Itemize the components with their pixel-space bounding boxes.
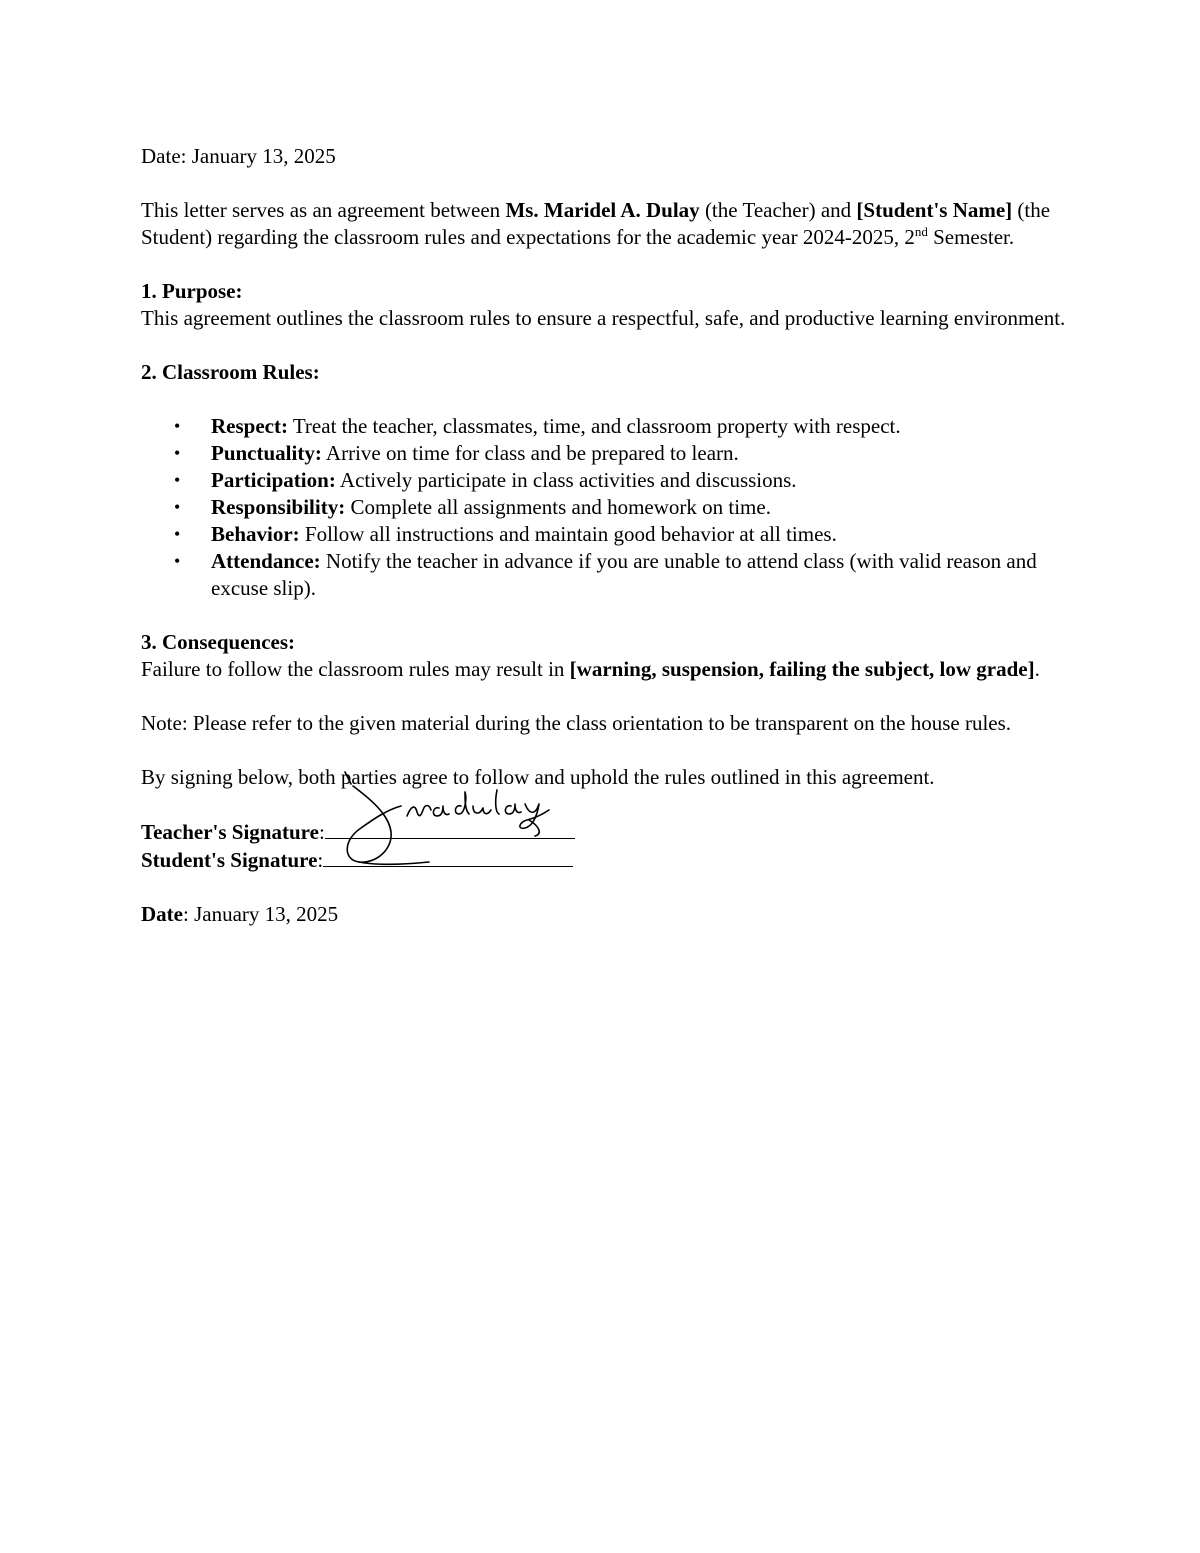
rule-item-attendance bbox=[141, 548, 1066, 602]
date-value: January 13, 2025 bbox=[191, 144, 336, 168]
rule-item-behavior bbox=[141, 521, 1066, 548]
rule-text: Treat the teacher, classmates, time, and classroom property with respect. bbox=[287, 414, 901, 438]
rule-label: Participation: bbox=[211, 468, 336, 492]
closing-date-value: January 13, 2025 bbox=[194, 902, 339, 926]
rule-label: Responsibility: bbox=[211, 495, 346, 519]
bullet-icon: • bbox=[174, 524, 181, 544]
teacher-signature-label: Teacher's Signature bbox=[141, 820, 319, 844]
rule-label: Respect: bbox=[211, 414, 288, 438]
rule-item-respect bbox=[141, 413, 1066, 440]
ordinal-suffix: nd bbox=[914, 224, 928, 239]
consequences-list: [warning, suspension, failing the subject, low grade] bbox=[569, 657, 1035, 681]
agreement-text: By signing below, both parties agree to follow and uphold the rules outlined in this agreement. bbox=[141, 765, 935, 789]
bullet-icon: • bbox=[174, 551, 181, 571]
bullet-icon: • bbox=[174, 470, 181, 490]
rule-text: Complete all assignments and homework on time. bbox=[345, 495, 771, 519]
rule-item-responsibility bbox=[141, 494, 1066, 521]
purpose-heading: 1. Purpose: bbox=[141, 279, 243, 303]
rule-text: Notify the teacher in advance if you are unable to attend class (with valid reason and excuse slip). bbox=[211, 549, 1037, 600]
date-line bbox=[141, 143, 1066, 170]
rule-text: Follow all instructions and maintain good behavior at all times. bbox=[299, 522, 837, 546]
closing-date-line bbox=[141, 901, 1066, 928]
letter-page bbox=[141, 143, 1066, 928]
colon: : bbox=[317, 848, 324, 872]
colon: : bbox=[318, 820, 325, 844]
rules-list bbox=[141, 413, 1066, 602]
note-text: Note: Please refer to the given material during the class orientation to be transparent on the house rules. bbox=[141, 711, 1012, 735]
purpose-text: This agreement outlines the classroom rules to ensure a respectful, safe, and productive learning environment. bbox=[141, 306, 1066, 330]
rule-text: Arrive on time for class and be prepared to learn. bbox=[321, 441, 739, 465]
consequences-text-body: Failure to follow the classroom rules may result in bbox=[141, 657, 570, 681]
rule-label: Attendance: bbox=[211, 549, 321, 573]
teacher-name: Ms. Maridel A. Dulay bbox=[505, 198, 700, 222]
student-signature-label: Student's Signature bbox=[141, 848, 318, 872]
closing-date-label: Date bbox=[141, 902, 183, 926]
teacher-signature-row bbox=[141, 818, 1066, 846]
rule-label: Behavior: bbox=[211, 522, 300, 546]
rule-item-participation bbox=[141, 467, 1066, 494]
intro-text-1: This letter serves as an agreement between bbox=[141, 198, 506, 222]
consequences-heading: 3. Consequences: bbox=[141, 630, 296, 654]
consequences-text bbox=[141, 656, 1066, 683]
closing-date-sep: : bbox=[182, 902, 195, 926]
signature-block bbox=[141, 818, 1066, 874]
rule-item-punctuality bbox=[141, 440, 1066, 467]
consequences-period: . bbox=[1034, 657, 1040, 681]
intro-text-2: (the Teacher) and bbox=[699, 198, 857, 222]
bullet-icon: • bbox=[174, 416, 181, 436]
handwritten-signature bbox=[339, 770, 569, 870]
date-label: Date: bbox=[141, 144, 192, 168]
bullet-icon: • bbox=[174, 443, 181, 463]
intro-text-3: (the Student) regarding the classroom rules and expectations for the academic year 2024-2025, 2 bbox=[141, 198, 1051, 249]
rule-label: Punctuality: bbox=[211, 441, 322, 465]
bullet-icon: • bbox=[174, 497, 181, 517]
student-signature-row bbox=[141, 846, 1066, 874]
student-name-placeholder: [Student's Name] bbox=[856, 198, 1013, 222]
rules-heading: 2. Classroom Rules: bbox=[141, 360, 320, 384]
rule-text: Actively participate in class activities and discussions. bbox=[335, 468, 797, 492]
intro-paragraph bbox=[141, 197, 1066, 251]
intro-text-4: Semester. bbox=[927, 225, 1015, 249]
